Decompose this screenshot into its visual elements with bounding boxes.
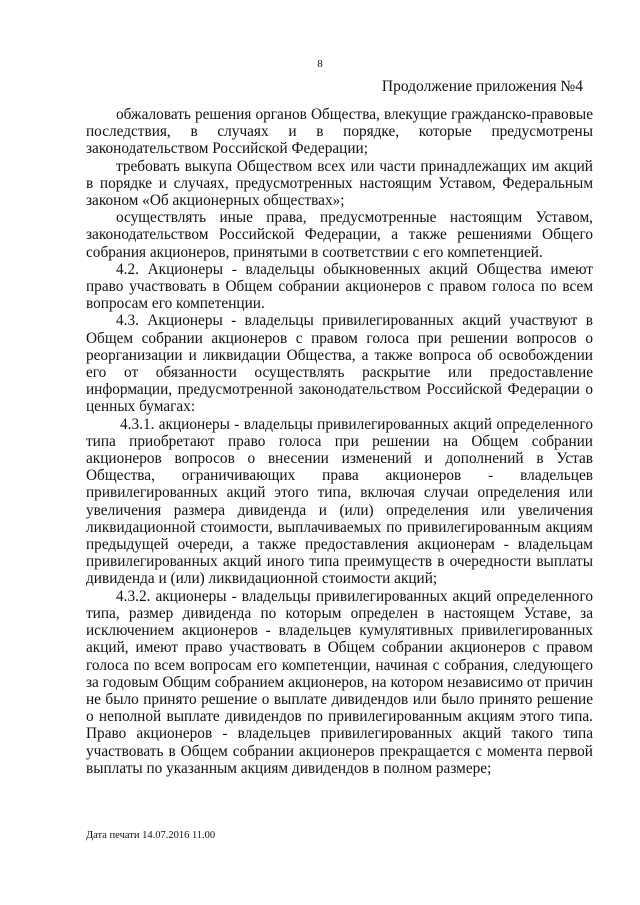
page-number: 8 [317, 58, 323, 70]
paragraph-p2: требовать выкупа Обществом всех или части принадлежащих им акций в порядке и случаях, предусмотренных настоящим Уставом, Федеральным законом «Об акционерных обществах»; [86, 157, 593, 210]
document-body [86, 106, 593, 777]
paragraph-p5: 4.3. Акционеры - владельцы привилегированных акций участвуют в Общем собрании акционеров с правом голоса при решении вопросов о реорганизации и ликвидации Общества, а также вопроса об освобождении его от обязанности осуществлять раскрытие или предоставление информации, предусмотренной законодательством Российской Федерации о ценных бумагах: [86, 312, 593, 416]
paragraph-p4: 4.2. Акционеры - владельцы обыкновенных акций Общества имеют право участвовать в Общем собрании акционеров с правом голоса по всем вопросам его компетенции. [86, 260, 593, 313]
paragraph-p1: обжаловать решения органов Общества, влекущие гражданско-правовые последствия, в случаях и в порядке, которые предусмотрены законодательством Российской Федерации; [86, 106, 593, 158]
print-date: Дата печати 14.07.2016 11.00 [86, 830, 216, 841]
appendix-header: Продолжение приложения №4 [381, 78, 583, 95]
paragraph-p7: 4.3.2. акционеры - владельцы привилегированных акций определенного типа, размер дивиденда по которым определен в настоящем Уставе, за исключением акционеров - владельцев кумулятивных привилегированных акций, имеют право участвовать в Общем собрании акционеров с правом голоса по всем вопросам его компетенции, начиная с собрания, следующего за годовым Общим собранием акционеров, на котором независимо от причин не было принято решение о выплате дивидендов или было принято решение о неполной выплате дивидендов по привилегированным акциям этого типа. Право акционеров - владельцев привилегированных акций такого типа участвовать в Общем собрании акционеров прекращается с момента первой выплаты по указанным акциям дивидендов в полном размере; [86, 587, 593, 777]
paragraph-p3: осуществлять иные права, предусмотренные настоящим Уставом, законодательством Российской Федерации, а также решениями Общего собрания акционеров, принятыми в соответствии с его компетенцией. [86, 209, 593, 261]
paragraph-p6: 4.3.1. акционеры - владельцы привилегированных акций определенного типа приобретают право голоса при решении на Общем собрании акционеров вопросов о внесении изменений и дополнений в Устав Общества, ограничивающих права акционеров - владельцев привилегированных акций этого типа, включая случаи определения или увеличения размера дивиденда и (или) определения или увеличения ликвидационной стоимости, выплачиваемых по привилегированным акциям предыдущей очереди, а также предоставления акционерам - владельцам привилегированных акций иного типа преимуществ в очередности выплаты дивиденда и (или) ликвидационной стоимости акций; [86, 415, 593, 588]
